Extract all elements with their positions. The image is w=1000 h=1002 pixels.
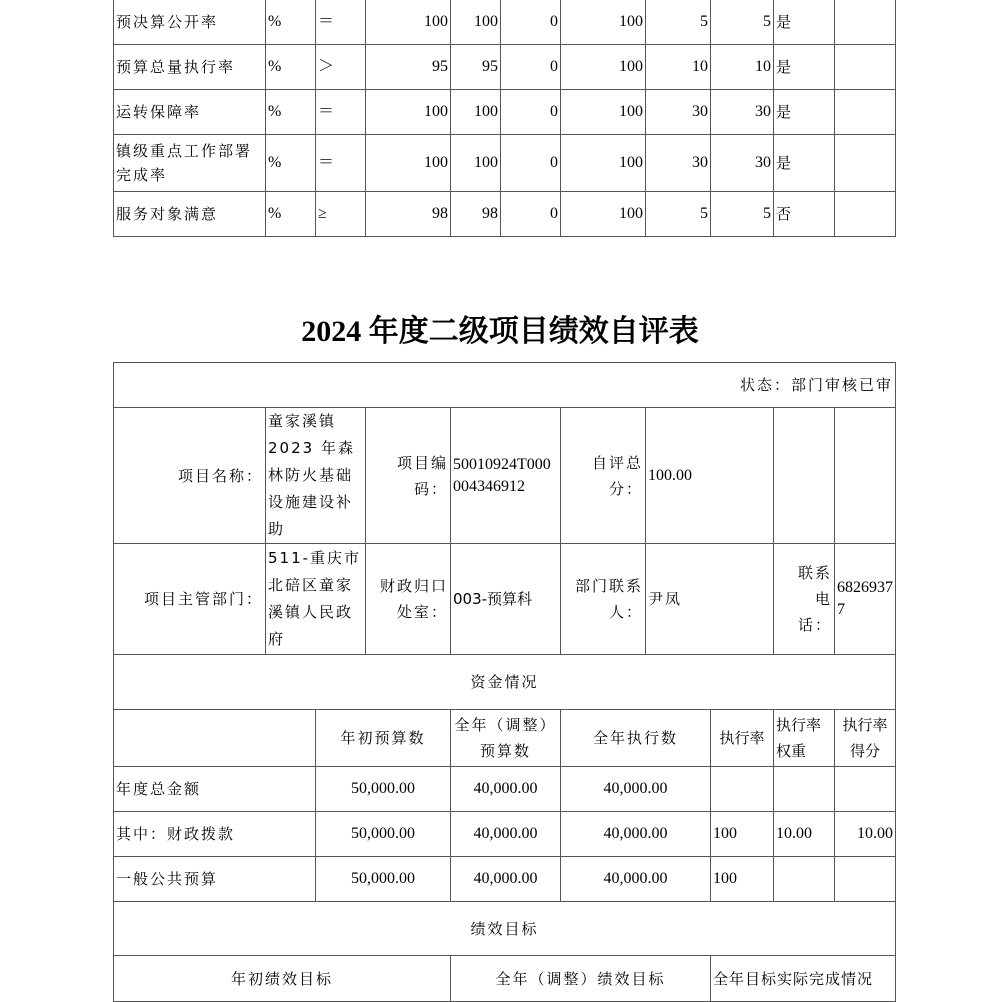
funds-header-rate: 执行率 [711,710,774,767]
indicator-deviation: 0 [501,135,561,192]
department-label: 项目主管部门： [114,544,266,655]
self-score-value: 100.00 [646,408,774,544]
funds-header-blank [114,710,316,767]
empty-cell [835,408,896,544]
indicator-operator: ＝ [316,90,366,135]
funds-initial: 50,000.00 [316,812,451,857]
indicator-completion: 100 [561,0,646,45]
indicator-actual: 100 [451,0,501,45]
project-name-row [114,408,896,544]
funds-adjusted: 40,000.00 [451,767,561,812]
indicator-row [114,0,896,45]
project-code-label: 项目编码： [366,408,451,544]
indicator-weight: 10 [646,45,711,90]
funds-header-score: 执行率得分 [835,710,896,767]
funds-header-weight: 执行率权重 [774,710,835,767]
funds-initial: 50,000.00 [316,767,451,812]
indicator-row [114,45,896,90]
funds-weight [774,767,835,812]
indicator-flag: 否 [774,192,835,237]
indicator-completion: 100 [561,192,646,237]
indicator-row [114,135,896,192]
contact-label: 部门联系人： [561,544,646,655]
funds-executed: 40,000.00 [561,812,711,857]
indicator-actual: 100 [451,135,501,192]
funds-score [835,767,896,812]
indicator-score: 5 [711,0,774,45]
funds-rate [711,767,774,812]
indicator-weight: 5 [646,0,711,45]
department-value: 511-重庆市北碚区童家溪镇人民政府 [266,544,366,655]
indicator-unit: % [266,135,316,192]
funds-score: 10.00 [835,812,896,857]
funds-initial: 50,000.00 [316,857,451,902]
goals-section-title: 绩效目标 [114,902,896,956]
indicator-deviation: 0 [501,45,561,90]
indicator-operator: ＝ [316,0,366,45]
indicator-operator: ≥ [316,192,366,237]
indicator-completion: 100 [561,135,646,192]
indicator-flag: 是 [774,0,835,45]
finance-office-value: 003-预算科 [451,544,561,655]
indicator-note [835,45,896,90]
funds-weight: 10.00 [774,812,835,857]
project-name-value: 童家溪镇2023 年森林防火基础设施建设补助 [266,408,366,544]
indicator-note [835,192,896,237]
funds-score [835,857,896,902]
indicator-target: 95 [366,45,451,90]
indicator-score: 5 [711,192,774,237]
funds-executed: 40,000.00 [561,767,711,812]
phone-label: 联系电话： [774,544,835,655]
indicator-unit: % [266,0,316,45]
indicator-name: 镇级重点工作部署完成率 [114,135,266,192]
goals-header-adjusted: 全年（调整）绩效目标 [451,956,711,1002]
self-score-label: 自评总分： [561,408,646,544]
funds-executed: 40,000.00 [561,857,711,902]
indicator-target: 100 [366,135,451,192]
funds-section-row [114,655,896,710]
funds-row [114,857,896,902]
indicator-deviation: 0 [501,90,561,135]
indicator-flag: 是 [774,45,835,90]
funds-rate: 100 [711,857,774,902]
funds-weight [774,857,835,902]
goals-header-initial: 年初绩效目标 [114,956,451,1002]
indicator-name: 预算总量执行率 [114,45,266,90]
funds-section-title: 资金情况 [114,655,896,710]
indicator-unit: % [266,45,316,90]
funds-row-label: 年度总金额 [114,767,316,812]
indicator-completion: 100 [561,45,646,90]
goals-header-actual: 全年目标实际完成情况 [711,956,896,1002]
indicator-score: 10 [711,45,774,90]
funds-header-row [114,710,896,767]
indicator-flag: 是 [774,135,835,192]
indicator-row [114,192,896,237]
indicator-deviation: 0 [501,192,561,237]
indicator-actual: 95 [451,45,501,90]
indicator-weight: 30 [646,90,711,135]
indicator-completion: 100 [561,90,646,135]
indicator-note [835,135,896,192]
phone-value: 68269377 [835,544,896,655]
indicator-note [835,0,896,45]
page-title: 2024 年度二级项目绩效自评表 [301,315,699,348]
status-text: 状态：部门审核已审 [114,363,896,408]
empty-cell [774,408,835,544]
funds-adjusted: 40,000.00 [451,812,561,857]
indicator-unit: % [266,192,316,237]
indicator-score: 30 [711,90,774,135]
indicator-target: 98 [366,192,451,237]
indicator-flag: 是 [774,90,835,135]
indicator-target: 100 [366,0,451,45]
project-name-label: 项目名称： [114,408,266,544]
indicator-operator: ＞ [316,45,366,90]
evaluation-table [113,362,896,1002]
indicator-deviation: 0 [501,0,561,45]
department-row [114,544,896,655]
indicator-name: 服务对象满意 [114,192,266,237]
funds-header-executed: 全年执行数 [561,710,711,767]
indicator-operator: ＝ [316,135,366,192]
indicator-weight: 30 [646,135,711,192]
indicator-target: 100 [366,90,451,135]
funds-row-label: 其中：财政拨款 [114,812,316,857]
funds-rate: 100 [711,812,774,857]
project-code-value: 50010924T000004346912 [451,408,561,544]
contact-value: 尹凤 [646,544,774,655]
goals-section-row [114,902,896,956]
funds-row [114,812,896,857]
indicator-weight: 5 [646,192,711,237]
status-row [114,363,896,408]
funds-header-initial: 年初预算数 [316,710,451,767]
indicator-row [114,90,896,135]
indicator-score: 30 [711,135,774,192]
indicator-name: 运转保障率 [114,90,266,135]
finance-office-label: 财政归口处室： [366,544,451,655]
funds-row [114,767,896,812]
indicator-table [113,0,896,237]
funds-header-adjusted: 全年（调整）预算数 [451,710,561,767]
indicator-actual: 98 [451,192,501,237]
funds-row-label: 一般公共预算 [114,857,316,902]
goals-header-row [114,956,896,1002]
funds-adjusted: 40,000.00 [451,857,561,902]
indicator-note [835,90,896,135]
indicator-unit: % [266,90,316,135]
indicator-actual: 100 [451,90,501,135]
indicator-name: 预决算公开率 [114,0,266,45]
